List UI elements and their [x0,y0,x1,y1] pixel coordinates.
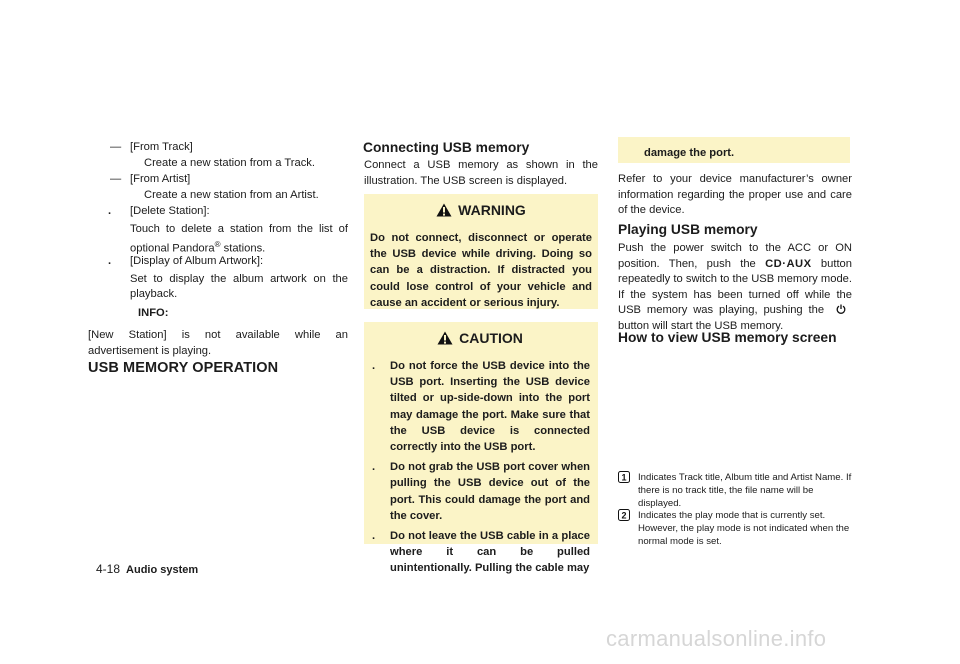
callout-number-1-icon [618,471,630,483]
page-number: 4-18 [96,562,121,576]
bullet-desc: Set to display the album artwork on the playback. [130,272,348,300]
bullet-album-artwork [108,254,348,303]
section-heading-usb-memory-operation: USB MEMORY OPERATION [88,360,279,376]
caution-item: . Do not force the USB device into the USB port. Inserting the USB device tilted or up-side-down into the port may damage the port. Make sure that the USB device is connected correctly into the USB port. [372,360,590,454]
note-2: 2 Indicates the play mode that is currently set. However, the play mode is not indicated when the normal mode is set. [618,509,854,549]
heading-connecting-usb: Connecting USB memory [363,140,530,155]
caution-triangle-icon [437,331,453,345]
warning-box [364,194,598,309]
refer-text: Refer to your device manufacturer’s owner information regarding the proper use and care of the device. [618,173,852,216]
note-1: 1 Indicates Track title, Album title and Artist Name. If there is no track title, the file name will be displayed. [618,471,854,511]
sub-item-from-artist [110,172,350,203]
bullet-desc: Touch to delete a station from the list of optional Pandora® stations. [130,222,348,255]
playing-text: Push the power switch to the ACC or ON position. Then, push the CD·AUX button repeatedly to switch to the USB memory mode. If the system has been turned off while the USB memory was playing, pushing the button will start the USB memory. [618,242,852,332]
cd-aux-button-label: CD·AUX [765,257,812,270]
callout-number-2-icon [618,509,630,521]
caution-continued-box [618,137,850,163]
warning-body: Do not connect, disconnect or operate the USB device while driving. Doing so can be a distraction. If distracted you could lose control of your vehicle and cause an accident or serious injury. [370,232,592,309]
sub-item-desc: Create a new station from an Artist. [144,188,319,201]
bullet-label: [Display of Album Artwork]: [130,255,264,267]
dash-marker: — [110,141,122,153]
sub-item-label: [From Artist] [130,173,191,185]
caution-header [370,328,590,348]
sub-item-label: [From Track] [130,141,193,153]
power-icon [836,304,846,314]
info-text: [New Station] is not available while an advertisement is playing. [88,329,348,357]
heading-playing-usb: Playing USB memory [618,222,758,237]
dash-marker: — [110,173,122,185]
warning-title: WARNING [458,202,526,218]
watermark: carmanualsonline.info [606,626,827,651]
sub-item-from-track [110,140,350,171]
bullet-delete-station [108,204,348,257]
caution-item: . Do not grab the USB port cover when pulling the USB device out of the port. This could damage the port and the cover. [372,461,590,522]
svg-text:1: 1 [621,472,627,483]
caution-box [364,322,598,575]
svg-text:2: 2 [621,510,627,521]
caution-continued-text: damage the port. [644,147,735,159]
footer-section-title: Audio system [126,564,199,576]
caution-title: CAUTION [459,330,523,346]
warning-triangle-icon [436,203,452,217]
bullet-dot: . [108,205,112,217]
page-footer [96,562,198,576]
info-label: INFO: [138,307,169,319]
bullet-dot: . [108,255,112,267]
connecting-intro: Connect a USB memory as shown in the illustration. The USB screen is displayed. [364,159,598,187]
sub-item-desc: Create a new station from a Track. [144,156,315,169]
bullet-label: [Delete Station]: [130,205,210,217]
caution-item: . Do not leave the USB cable in a place where it can be pulled unintentionally. Pulling the cable may [372,530,590,575]
heading-view-usb-screen: How to view USB memory screen [618,330,837,345]
warning-header [370,200,592,220]
